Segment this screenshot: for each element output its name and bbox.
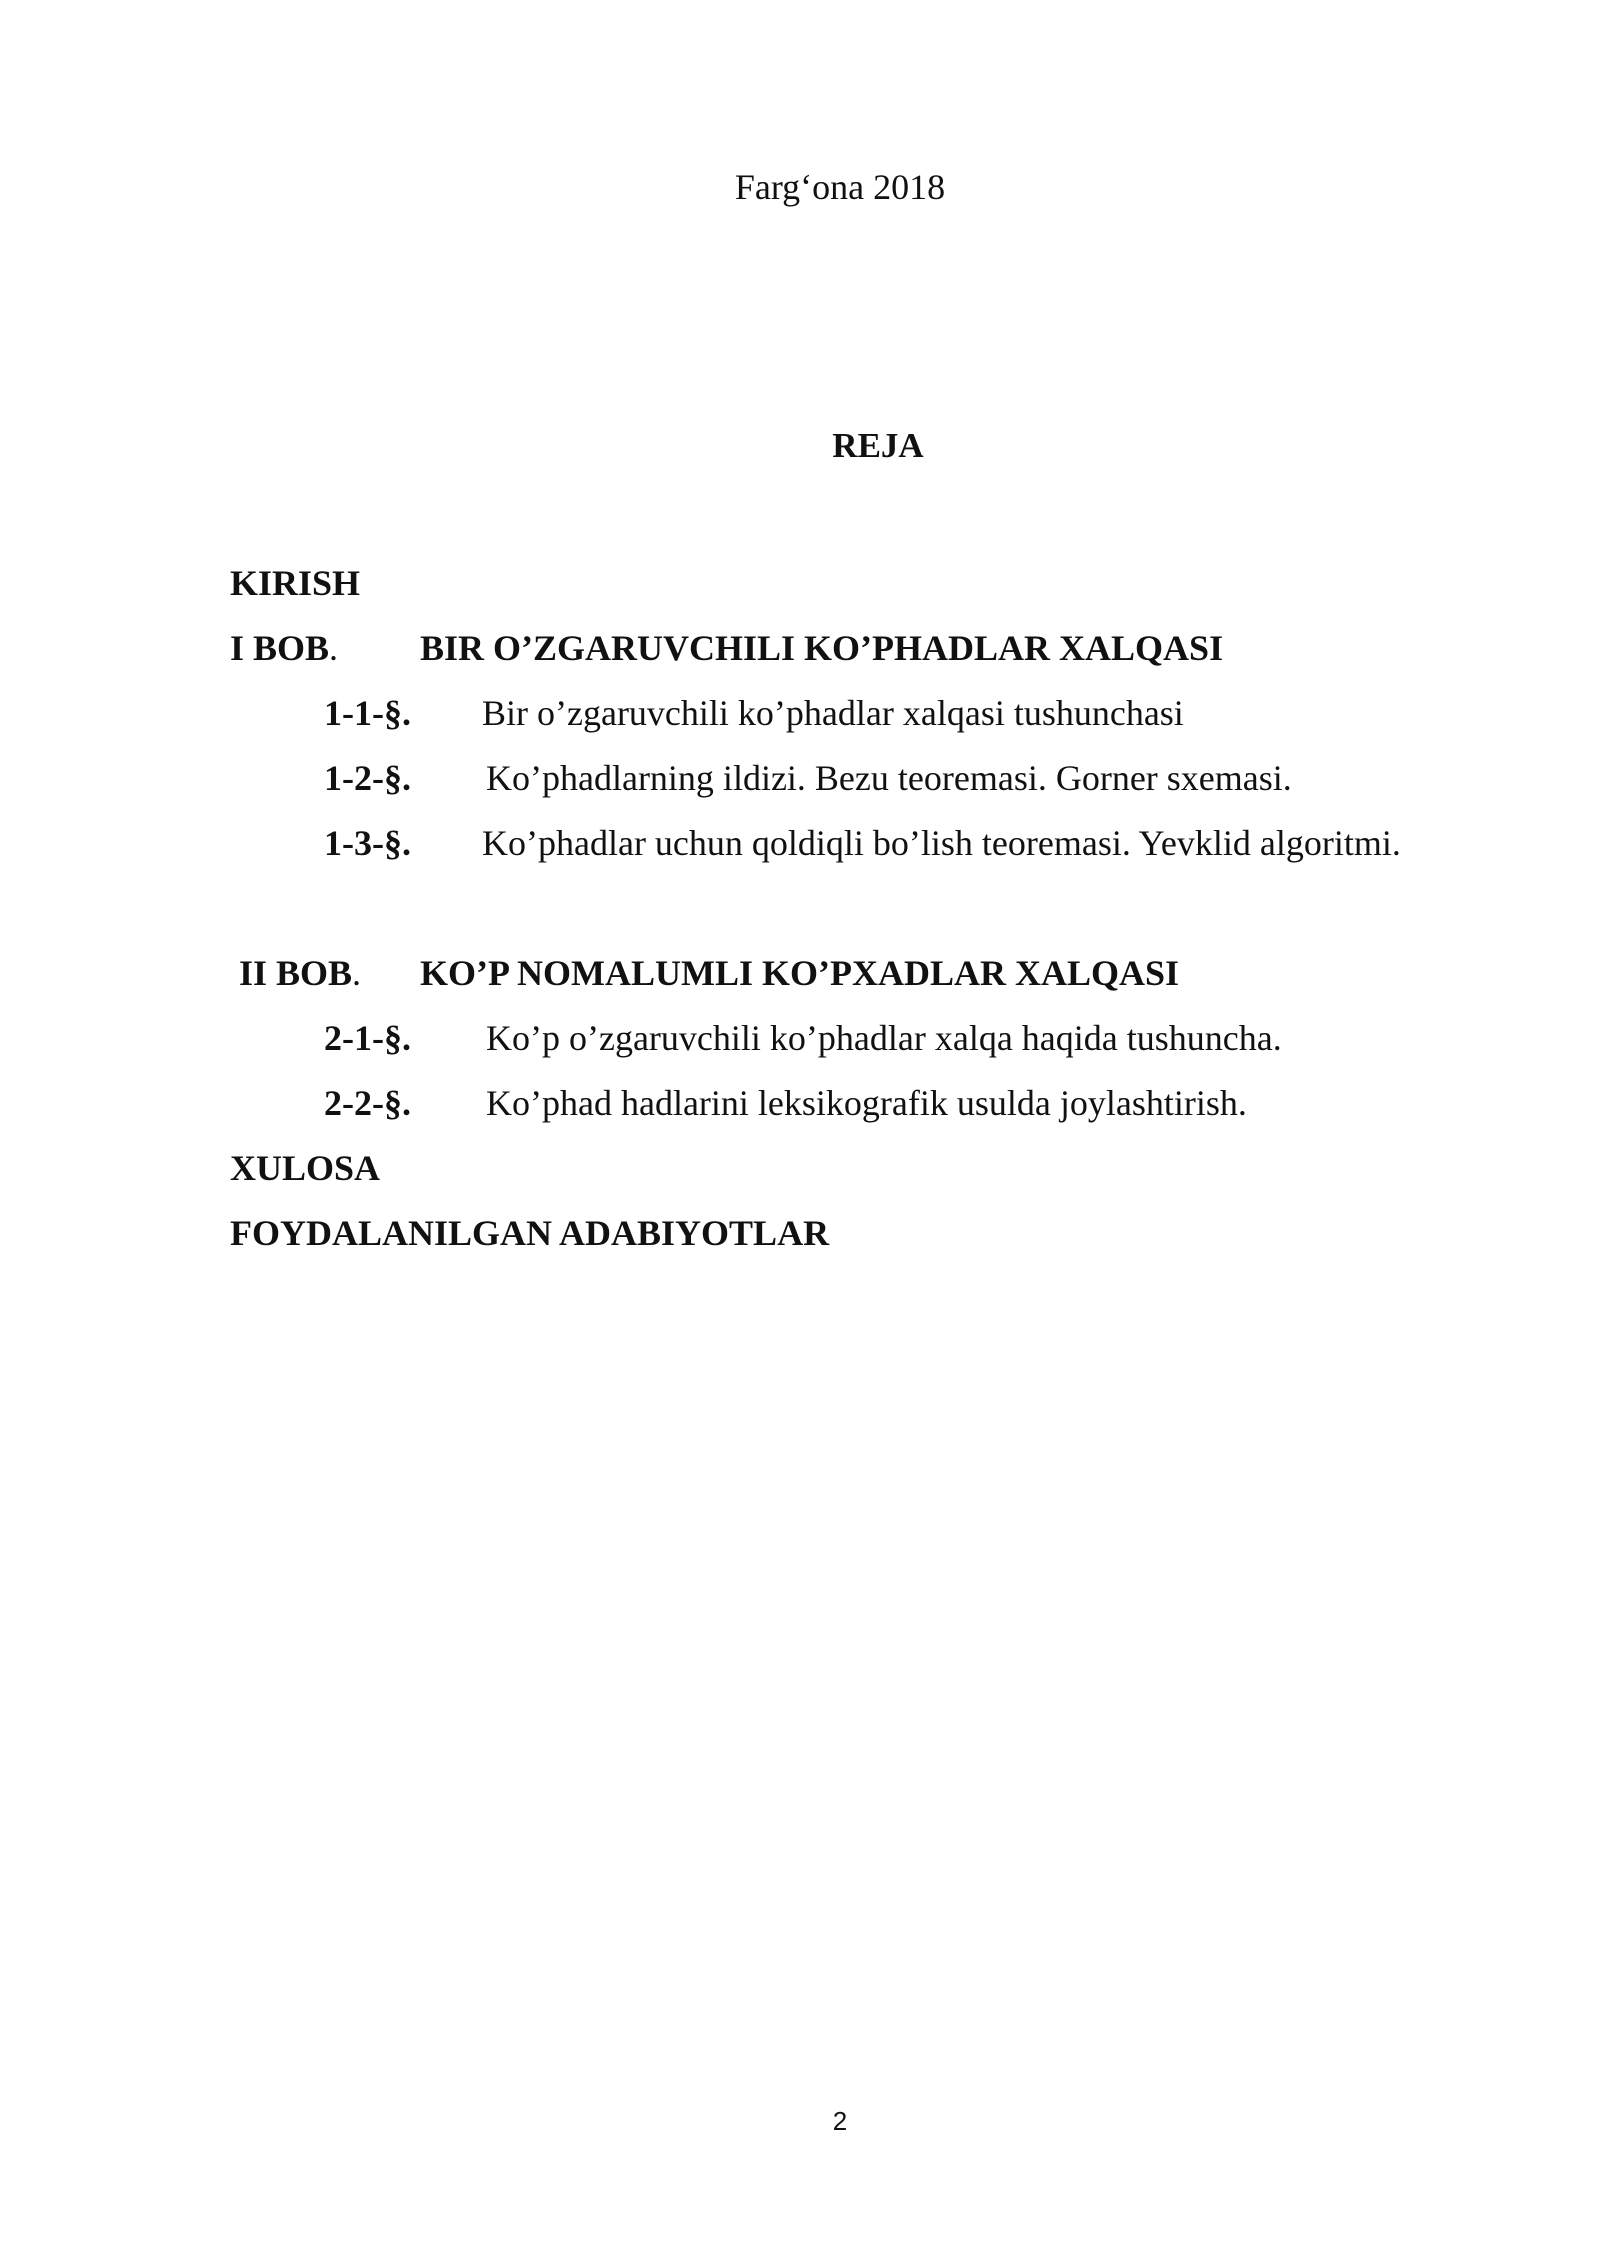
chapter-2-number [239,952,361,994]
toc-references: FOYDALANILGAN ADABIYOTLAR [230,1213,830,1253]
chapter-1-number [230,627,338,669]
chapter-1-title: BIR O’ZGARUVCHILI KO’PHADLAR XALQASI [420,628,1224,668]
section-2-2-number: 2-2-§. [324,1083,411,1123]
chapter-2-number-text: II BOB [239,953,353,993]
section-1-1-number: 1-1-§. [324,693,411,733]
section-2-1-title: Ko’p o’zgaruvchili ko’phadlar xalqa haqida tushuncha. [486,1018,1282,1058]
section-1-3-number: 1-3-§. [324,823,411,863]
plan-title: REJA [832,426,924,465]
toc-conclusion: XULOSA [230,1148,381,1188]
section-2-1-number: 2-1-§. [324,1018,411,1058]
section-1-2-title: Ko’phadlarning ildizi. Bezu teoremasi. Gorner sxemasi. [486,758,1292,798]
section-1-1-title: Bir o’zgaruvchili ko’phadlar xalqasi tushunchasi [482,693,1184,733]
section-1-3-title: Ko’phadlar uchun qoldiqli bo’lish teoremasi. Yevklid algoritmi. [482,823,1401,863]
toc-intro: KIRISH [230,563,361,603]
place-year: Farg‘ona 2018 [734,167,946,207]
section-2-2-title: Ko’phad hadlarini leksikografik usulda joylashtirish. [486,1083,1247,1123]
section-1-2-number: 1-2-§. [324,758,411,798]
chapter-1-dot: . [329,628,339,668]
chapter-1-number-text: I BOB [230,628,330,668]
chapter-2-dot: . [352,953,362,993]
chapter-2-title: KO’P NOMALUMLI KO’PXADLAR XALQASI [420,953,1180,993]
page-number: 2 [832,2106,848,2136]
